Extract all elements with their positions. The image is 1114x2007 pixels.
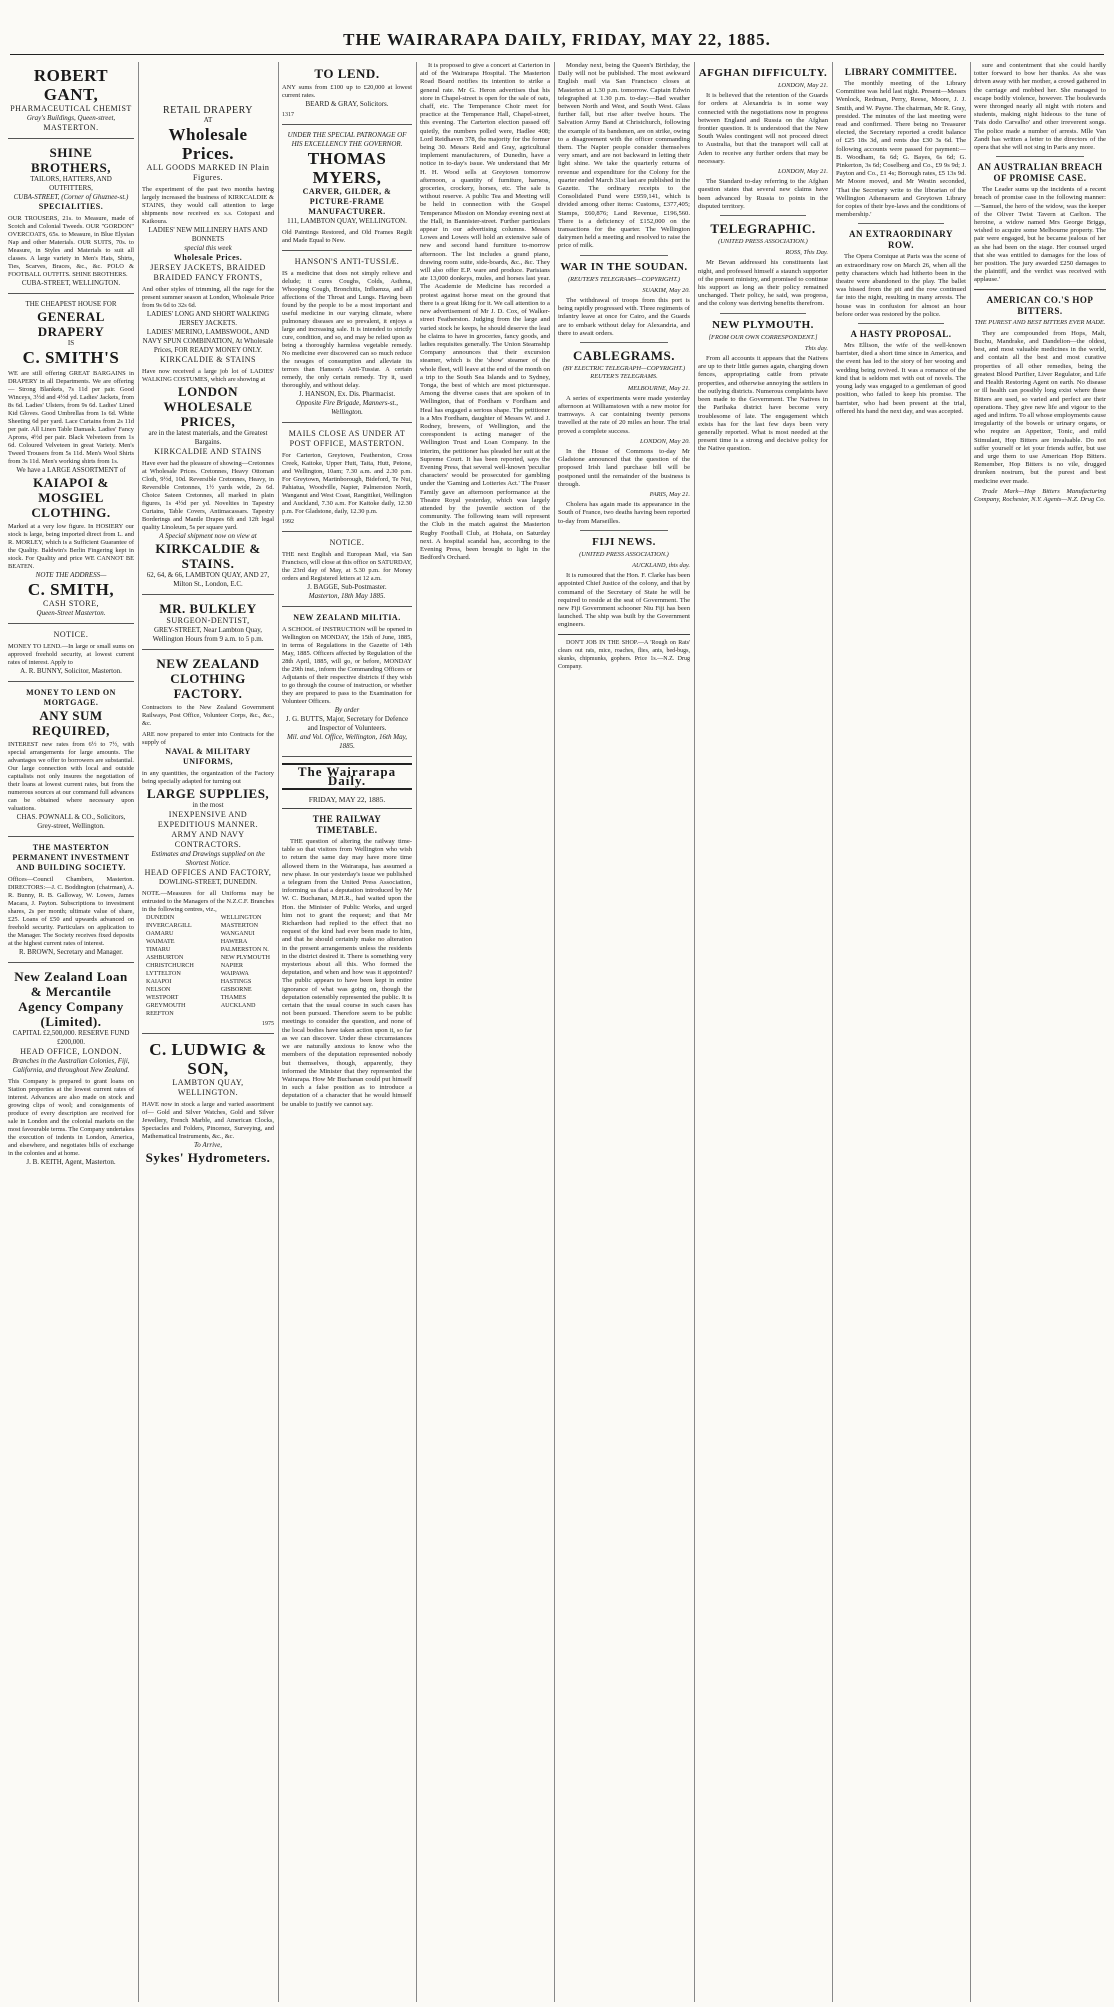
fiji-sub: (UNITED PRESS ASSOCIATION.) (579, 550, 669, 558)
militia-order: By order (334, 706, 360, 715)
shine-footer: CUBA-STREET, WELLINGTON. (21, 279, 121, 287)
cable-head: CABLEGRAMS. (573, 348, 675, 364)
local-news-body-2: Monday next, being the Queen's Birthday, the Daily will not be published. The most awkward English mail via San Francisco closes at Masterton at 1.30 p.m. tomorrow. Captain Edwin telegraphed at 1.30 p.m. to-day:—Bad weather between North and West, and South West. Glass further fall, but rise after twelve hours. The Salvation Army Band at Christchurch, following the example of its bandsmen, are on strike, owing to a disagreement with the officer commanding them. The Napier people consider themselves very smart, and are not backward in letting their light shine. We take the quarterly returns of revenue and expenditure for the Colony for the quarter ended March 31st last are published in the Gazette. The ordinary receipts to the Consolidated Fund were £959,141, which is divided among other items: Customs, £377,405; Stamps, £60,876; Land Revenue, £196,560. There is a deficiency of £152,000 on the transactions for the quarter. The Wellington dairymen held a meeting and resolved to raise the price of milk. (558, 62, 690, 250)
lend-sign: BEARD & GRAY, Solicitors. (305, 100, 389, 108)
bulkley-head: MR. BULKLEY (159, 601, 257, 616)
masthead (0, 0, 1114, 58)
ludwig-head: C. LUDWIG & SON, (149, 1040, 267, 1079)
lend-body: ANY sums from £100 up to £20,000 at lowest current rates. (282, 84, 412, 99)
local-news-body: It is proposed to give a concert at Carterton in aid of the Wairarapa Hospital. The Masterton Road Board notifies its intention to strike a general rate. Mr G. Heron advertises that his store in Chapel-street is open for the sale of oats, chaff, etc. The Temperance Choir meet for practice at the Temperance Hall, Chapel-street, this evening. The Carterton election passed off quietly, the numbers polled were, Hadlee 408; Lord Reidhaven 378, the majority for the former being 30. Messrs Reid and Gray, agricultural implement manufacturers, of Dunedin, have a notice in to-day's issue. We understand that Mr H. H. Wood sells at Greytown tomorrow afternoon, a quantity of furniture, harness, groceries, crockery, horses, etc. The sale is without reserve. A public Tea and Meeting will be held in connection with the Gospel Temperance Mission on Monday evening next at the Hall, in Bannister-street. Further particulars appear in our advertising columns. Messrs Lowes and Lowes will hold an extensive sale of new and second hand furniture to-morrow afternoon. The list includes a grand piano, drawing room suite, side-boards, &c., &c. They will also offer E.P. ware and produce. Parisians ate 13,000 donkeys, mules, and horses last year. The Academie de Medicine has recorded a protest against horse meat on the ground that there is a great liking for it. We call attention to a new advertisement of Mr J. D. Cox, of Walker-street Featherston. Judging from the large and varied stock he keeps, he should deserve the lead he claims to have in groceries, fancy goods, and ladies requisites generally. The Union Steamship Company announces that their excursion steamer, which is the 'show' steamer of the whole fleet, will leave at the end of the month on a trip to the South Sea Islands and to Sydney, Tonga, the best of which are most picturesque. Among the diverse cases that are spoken of in Wellington, that of Fordham v Fordham and Heal has engaged a serious shape. The petitioner is a Mrs Fordham, daughter of Messrs W. and J. Rodney, brewers, of Wellington, and the corespondent is acting manager of the Wellington Trust and Loan Company. In the interim, the petitioner has pleaded her suit at the Supreme Court. It has been reported, says the Evening Press, that several well-known 'peculiar characters' would be prosecuted for gambling under the 'Gaming and Lotteries Act.' The Fraser Family gave an afternoon performance at the Theatre Royal yesterday, which was largely attended by the juvenile section of the community. The following team will represent the Club in the match against the Masterton Rugby Football Club, at Hohaia, on Saturday next. A hospital scandal has, according to the Evening Press, been brought to light in the Bedford's Orchard. (420, 62, 550, 562)
nzloan-sign: J. B. KEITH, Agent, Masterton. (26, 1158, 116, 1166)
war-body: The withdrawal of troops from this port is being rapidly progressed with. Three regiments of infantry leave at once for Cairo, and the Guards are to embark without delay for Alexandria, and there to await orders. (558, 297, 690, 337)
shine-advert (8, 141, 134, 294)
smith-store: CASH STORE, (42, 599, 100, 608)
hop-body: They are compounded from Hops, Malt, Buchu, Mandrake, and Dandelion—the oldest, best, and most valuable medicines in the world, and contain all the best and most curative properties of all other remedies, being the greatest Blood Purifier, Liver Regulator, and Life and Health Restoring Agent on earth. No disease or ill health can possibly long exist where these Bitters are used, so varied and perfect are their operations. They give new life and vigour to the aged and infirm. To all whose employments cause irregularity of the bowels or urinary organs, or who require an Appetizer, Tonic, and mild Stimulant, Hop Bitters are invaluable. Do not suffer yourself or let your friends suffer, but use and urge them to use American Hop Bitters. Remember, Hop Bitters is no vile, drugged drunken nostrum, but the purest and best medicine ever made. (974, 329, 1106, 485)
ludwig-advert (142, 1036, 274, 1170)
drapery-advert (142, 62, 274, 595)
notice-head: NOTICE. (53, 630, 89, 639)
hanson-head: HANSON'S ANTI-TUSSIÆ. (294, 257, 400, 267)
myers-advert (282, 127, 412, 251)
breach-body: The Leader sums up the incidents of a recent breach of promise case in the following manner:—'Samuel, the hero of the widow, was the keeper of the Oliver Twist Tavern at Carlton. The heroine, a widow named Mrs George Briggs, wished to acquire some Melbourne property. The pair were engaged, but he became jealous of her as she had been on the stage. Her counsel urged that she was entitled to damages for the loss of her position. The jury awarded £250 damages to the plaintiff, and the verdict was received with applause.' (974, 186, 1106, 284)
hanson-advert (282, 253, 412, 423)
cable-dateline-2: LONDON, May 20. (639, 437, 690, 445)
smith-advert (8, 296, 134, 624)
war-head: WAR IN THE SOUDAN. (560, 260, 688, 273)
divider (580, 255, 668, 256)
factory-dunedin: DOWLING-STREET, DUNEDIN. (158, 878, 258, 886)
drapery-walking: Have now received a large job lot of LADIES' WALKING COSTUMES, which are showing at (142, 368, 274, 383)
plymouth-sub: [FROM OUR OWN CORRESPONDENT.] (708, 333, 818, 341)
lend-head: TO LEND. (314, 66, 380, 81)
divider (558, 634, 690, 635)
smith-head: GENERAL DRAPERY (37, 309, 105, 339)
post-notice-sign: J. BAGGE, Sub-Postmaster. (307, 583, 387, 592)
notice-body: MONEY TO LEND.—In large or small sums on approved freehold security, at lowest current rates of interest. Apply to (8, 643, 134, 666)
mail-body: For Carterton, Greytown, Featherston, Cross Creek, Kaitoke, Upper Hutt, Taita, Hutt, Petone, and Wellington, 10am; 7.30 a.m. and 2.30 p.m. For Greytown, Martinborough, Bideford, Te Nui, Pahiatua, Woodville, Napier, Palmerston North, Wanganui and West Coast, Rangitikei, Wellington and Auckland, 7.30 a.m. For Kaitoke daily, 12.30 p.m. For Gladstone, daily, 12.30 p.m. (282, 452, 412, 516)
column-separator (138, 62, 139, 2002)
drapery-london: LONDON WHOLESALE PRICES, (163, 384, 253, 429)
any-sum-body: INTEREST new rates from 6½ to 7½, with special arrangements for large amounts. The advantages we offer to borrowers are substantial. Our large connection with local and outside capitalists not only insures the negotiation of their loans at lowest current rates, but from the numerous sources at our command full advances can be obtained where necessary upon valuations. (8, 741, 134, 812)
hanson-sign: J. HANSON, Ex. Dis. Pharmacist. (298, 390, 396, 399)
masterton-sign: R. BROWN, Secretary and Manager. (19, 948, 123, 956)
notice-advert (8, 626, 134, 682)
cable-dateline-1: MELBOURNE, May 21. (627, 384, 690, 392)
hop-sign: Trade Mark—Hop Bitters Manufacturing Company, Rochester, N.Y. Agents—N.Z. Drug Co. (974, 487, 1106, 503)
smith-is: IS (67, 339, 75, 347)
myers-addr: 111, LAMBTON QUAY, WELLINGTON. (287, 217, 407, 226)
drapery-special: special this week (184, 244, 232, 252)
drapery-body2: Have ever had the pleasure of showing—Cretonnes at Wholesale Prices. Cretonnes, Heavy Ottoman Cloth, 9½d, 10d. Reversible Cretonnes, Heavy, in Reversible Cretonnes, 1½ yards wide, 2s 6d. Choice Sateen Cretonnes, all marked in plain figures, 1s 4½d per yd. Novelties in Tapestry Curtains, Table Covers, Antimacassars. Tapestry Borderings and Mantle Drapes 6ft and 12ft legal quality Linoleum, 5s per square yard. (142, 460, 274, 531)
hasty-head: A HASTY PROPOSAL. (850, 329, 952, 340)
myers-head: THOMAS MYERS, (307, 149, 387, 188)
factory-num: 1975 (262, 1021, 274, 1027)
nzloan-body: This Company is prepared to grant loans on Station properties at the lowest current rates of interest. Advances are also made on stock and growing clips of wool; and consignments of produce of every description are received for sale in London and the colonial markets on the most favourable terms. The Company undertakes the execution of indents in London, America, and elsewhere, and negotiates bills of exchange in the colonies and at home. (8, 1078, 134, 1157)
post-notice-head: NOTICE. (329, 538, 365, 548)
fiji-body: It is rumoured that the Hon. F. Clarke has been appointed Chief Justice of the colony, and that by command of the Secretary of State he will be required to reside at the seat of Government. The new Fiji Government schooner Niu Fiji has been launched. The ship was built by the Government engineers. (558, 572, 690, 629)
post-notice-advert (282, 534, 412, 607)
column-2 (142, 62, 274, 2002)
drapery-jackets-body: And other styles of trimming, all the rage for the present summer season at London, Wholesale Price from 9s 6d to 32s 6d. (142, 286, 274, 309)
breach-head: AN AUSTRALIAN BREACH OF PROMISE CASE. (977, 162, 1103, 184)
column-6 (698, 62, 828, 2002)
drapery-addr: 62, 64, & 66, LAMBTON QUAY, AND 27, Milton St., London, E.C. (146, 571, 270, 588)
afghan-body-2: The Standard to-day referring to the Afghan question states that several new claims have been advanced by Russia to points in the disputed territory. (698, 178, 828, 210)
factory-body: Contractors to the New Zealand Government Railways, Post Office, Volunteer Corps, &c., &c., &c. (142, 704, 274, 727)
column-4 (420, 62, 550, 2002)
shine-body: OUR TROUSERS, 21s. to Measure, made of Scotch and Colonial Tweeds. OUR "GORDON" OVERCOATS, 65s. to Measure, in Blue Elysian Nap and other Materials. OUR SUITS, 70s. to Measure, in Styles and Materials to suit all classes. A large variety in Men's Hats, Shirts, Ties, Scarves, Braces, &c., &c. POLO & FOOTBALL OUTFITS. SHINE BROTHERS. (8, 215, 134, 278)
gant-trade: PHARMACEUTICAL CHEMIST (10, 104, 132, 113)
nzloan-office: HEAD OFFICE, LONDON. (20, 1047, 122, 1056)
french-body: The Opera Comique at Paris was the scene of an extraordinary row on March 26, when all the petty characters which had hitherto been in the theatre were abandoned to the play. The ballet was hissed from the pit and the row continued far into the night, resulting in many arrests. The house was in confusion for almost an hour before order was restored by the police. (836, 253, 966, 318)
myers-trade: CARVER, GILDER, & PICTURE-FRAME MANUFACTURER. (302, 187, 392, 217)
factory-headoffice: HEAD OFFICES AND FACTORY, (144, 868, 272, 877)
smith-town: Queen-Street Masterton. (36, 609, 106, 617)
drapery-kirk2: KIRKCALDIE AND STAINS (154, 447, 262, 456)
smith-tag: THE CHEAPEST HOUSE FOR (25, 300, 117, 308)
divider (858, 223, 944, 224)
post-notice-body: THE next English and European Mail, via San Francisco, will close at this office on SATURDAY, the 23rd day of May, at 5.30 p.m. for Money orders and Registered letters at 12 a.m. (282, 551, 412, 583)
shine-name: SHINE BROTHERS, (31, 145, 111, 175)
nzloan-advert (8, 965, 134, 1172)
mail-num: 1992 (282, 519, 294, 526)
column-separator (416, 62, 417, 2002)
cable-body-2: In the House of Commons to-day Mr Gladstone announced that the question of the proposed Irish land purchase bill will be postponed until the remainder of the business is through. (558, 447, 690, 488)
ludwig-arrive: To Arrive, (193, 1141, 222, 1150)
hasty-body: Mrs Ellison, the wife of the well-known barrister, died a short time since in America, and the event has led to the story of her wooing and wedding being revived. It was a romance of the kind that is seldom met with out of novels. The young lady was engaged to a gentleman of good position, who failed to keep his promise. The barrister, who had been present at the trial, offered his hand the next day, and was accepted. (836, 342, 966, 415)
drapery-head: RETAIL DRAPERY (163, 105, 253, 116)
library-body: The monthly meeting of the Library Committee was held last night. Present—Messrs Wenlock, Redman, Perry, Reese, Moore, J. J. Smith, and W. Payne. The chairman, Mr R. Gray, presided. The minutes of the last meeting were read and confirmed. There being no Treasurer elected, the Secretary reported a credit balance of £25 18s 3d, and rents due £30 3s 6d. The following accounts were passed for payment:—B. Woodham, 6s 6d; G. Bayes, 6s 6d; G. Pinkerton, 3s 6d; Coselberg and Co., £9 9s 9d; J. Payton and Co., £1 4s; Borough rates, £5 13s 9d. Mr Moore moved, and Mr Westin seconded, 'That the Secretary write to the librarian of the Wellington Athenaeum and Greytown Library for copies of their bye-laws and the conditions of membership.' (836, 80, 966, 219)
drapery-prices: Wholesale Prices. (168, 125, 248, 163)
column-1 (8, 62, 134, 2002)
column-3 (282, 62, 412, 2002)
gant-name: ROBERT GANT, (33, 66, 109, 104)
lend-num: 1317 (282, 112, 294, 118)
column-7 (836, 62, 966, 2002)
railway-head: THE RAILWAY TIMETABLE. (312, 814, 382, 836)
drapery-at: AT (203, 116, 213, 124)
shine-specialties: SPECIALITIES. (38, 202, 104, 211)
mail-advert (282, 425, 412, 532)
telegraphic-head: TELEGRAPHIC. (710, 221, 816, 237)
militia-head: NEW ZEALAND MILITIA. (293, 613, 401, 623)
masthead-rule (10, 54, 1104, 55)
factory-estimates: Estimates and Drawings supplied on the Shortest Notice. (151, 850, 265, 867)
nzloan-head: New Zealand Loan & Mercantile Agency Company (Limited). (14, 969, 128, 1029)
hanson-body: IS a medicine that does not simply relieve and delude; it cures Coughs, Colds, Asthma, Whooping Cough, Bronchitis, Influenza, and all affections of the Throat and Lungs. Having been found by the people to be a most important and useful medicine in our varying climate, where pulmonary diseases are so prevalent, it enjoys a large and increasing sale. It is intended to strictly cure, condition, and so, and may be relied upon as being a thoroughly harmless vegetable remedy. No medicine ever discovered can so much reduce the ravages of consumption and alleviate its terrors than Hanson's Anti-Tussiæ. A certain remedy, the only certain remedy. Try it, used thoroughly, and without delay. (282, 270, 412, 390)
opera-continued: sure and contentment that she could hardly totter forward to bow her thanks. As she was driven away with her mother, a crowd gathered in the carriage and mobbed her. She managed to escape bodily violence, however. The boulevards were thronged nearly all night with rioters and students, making night hideous to the tune of 'Fais dodo Carvalho' and other irreverent songs. The police made a number of arrests. Mlle Van Zandt has written a letter to the directors of the opera that she will not sing in Paris any more. (974, 62, 1106, 152)
shine-street: CUBA-STREET, (Corner of Ghuznee-st.) (13, 193, 129, 201)
plymouth-head: NEW PLYMOUTH. (712, 318, 814, 331)
cable-sub: (BY ELECTRIC TELEGRAPH—COPYRIGHT.) REUTER'S TELEGRAMS. (562, 365, 686, 381)
factory-head: NEW ZEALAND CLOTHING FACTORY. (156, 656, 260, 701)
afghan-body: It is believed that the retention of the Guards for orders at Alexandria is in some way connected with the negotiations now in progress between England and Russia on the Afghan frontier question. It is understood that the New South Wales contingent will not proceed direct to Australia, but that the transport will call at Aden to receive any further orders that may be necessary. (698, 92, 828, 165)
drapery-millinery: LADIES' NEW MILLINERY HATS AND BONNETS (148, 226, 268, 243)
notice-sign: A. R. BUNNY, Solicitor, Masterton. (20, 667, 122, 675)
library-head: LIBRARY COMMITTEE. (844, 67, 958, 77)
factory-prepared: ARE now prepared to enter into Contracts for the supply of (142, 731, 274, 746)
militia-date: Mil. and Vol. Office, Wellington, 16th May, 1885. (286, 733, 408, 751)
lend-advert (282, 62, 412, 125)
mortgage-head: MONEY TO LEND ON MORTGAGE. (26, 688, 116, 707)
smith-body: WE are still offering GREAT BARGAINS in DRAPERY in all Departments. We are offering— Strong Blankets, 7s 11d per pair. Good Winceys, 3½d and 4½d yd. Ladies' Jackets, from 8s 6d. Ladies' Ulsters, from 9s 6d. Ladies' Lined Kid Gloves. Good Umbrellas from 1s 6d. White Sheeting 6d per yard. Lace Curtains from 2s 11d per pair. All Linen Table Damask. Ladies' Fancy Aprons, 4½d per pair. Black Velveteen from 1s 6d. Coloured Velveteen in great Variety. Men's Tweed Trousers from 5s 11d. Men's Wool Shirts from 3s 11d. Men's working shirts from 1s. (8, 370, 134, 465)
any-sum-head: ANY SUM REQUIRED, (32, 708, 110, 738)
plymouth-dateline: This day. (804, 344, 828, 352)
mail-head: MAILS CLOSE AS UNDER AT POST OFFICE, MASTERTON. (288, 429, 406, 449)
column-8 (974, 62, 1106, 2002)
editorial-banner: The Wairarapa Daily. (282, 763, 412, 789)
any-sum-sign: CHAS. POWNALL & CO., Solicitors, Grey-street, Wellington. (16, 813, 126, 830)
columns-area (8, 62, 1106, 2002)
french-head: AN EXTRAORDINARY ROW. (849, 229, 953, 251)
factory-branches-left: DUNEDIN INVERCARGILL OAMARU WAIMATE TIMARU ASHBURTON CHRISTCHURCH LYTTELTON KAIAPOI NELSON WESTPORT GREYMOUTH REEFTON (146, 914, 194, 1017)
editorial-date: FRIDAY, MAY 22, 1885. (308, 794, 386, 804)
railway-body: THE question of altering the railway time-table so that visitors from Wellington who wish to return the same day may have more time allowed them in the Wairarapa, has assumed a new phase. In our yesterday's issue we published a telegram from the United Press Association, informing us that a deputation introduced by Mr W. C. Buchanan, M.H.R., had waited upon the Hon. the Minister of Public Works, and urged him not to grant the request; and that Mr Richardson had replied to the effect that no request of the kind had ever been made to him, and that he should certainly make no alteration in the present arrangements unless the residents in the district desired it. There is something very mysterious about all this. Who formed the deputation, and when and how was it appointed? The public appears to have been kept in entire ignorance of what was going on, though the deputation ostensibly represented the public. It is certain that the usual course in such cases has not been pursued. Therefore seem to be public meetings to consider the question, and none of the local bodies have taken action upon it, so far as we can discover. Under these circumstances we are naturally anxious to know who the members of the deputation represented nobody but themselves, though, apparently, they informed the Minister that they represented the Wairarapa. How Mr Buchanan could put himself in such a false position as to introduce a deputation of a character that he would himself be unable to justify we cannot say. (282, 838, 412, 1108)
factory-most: in the most (192, 801, 224, 809)
hanson-addr: Opposite Fire Brigade, Manners-st., Wellington. (295, 399, 398, 417)
drapery-merino: LADIES' MERINO, LAMBSWOOL, AND NAVY SPUN COMBINATION, At Wholesale Prices, FOR READY MONEY ONLY. (142, 328, 274, 354)
hop-head: AMERICAN CO.'S HOP BITTERS. (986, 294, 1094, 316)
fiji-head: FIJI NEWS. (592, 535, 656, 548)
column-separator (554, 62, 555, 2002)
war-dateline: SUAKIM, May 20. (642, 286, 690, 294)
divider (996, 156, 1084, 157)
cable-body-3: Cholera has again made its appearance in the South of France, two deaths having been reported to-day from Marseilles. (558, 501, 690, 525)
cable-dateline-3: PARIS, May 21. (649, 490, 690, 498)
smith-sign: C. SMITH, (27, 580, 115, 599)
telegraphic-sub: (UNITED PRESS ASSOCIATION.) (718, 238, 808, 246)
myers-patron: UNDER THE SPECIAL PATRONAGE OF HIS EXCELLENCY THE GOVERNOR. (287, 131, 407, 149)
smith-note: NOTE THE ADDRESS— (35, 571, 107, 579)
bulkley-addr: GREY-STREET, Near Lambton Quay, Wellington Hours from 9 a.m. to 5 p.m. (152, 626, 264, 643)
drapery-ulster: LADIES' LONG AND SHORT WALKING JERSEY JACKETS. (146, 310, 270, 327)
column-separator (970, 62, 971, 2002)
telegraphic-dateline: ROSS, This Day. (785, 249, 828, 257)
ludwig-sykes: Sykes' Hydrometers. (145, 1150, 271, 1166)
column-5 (558, 62, 690, 2002)
post-notice-date: Masterton, 18th May 1885. (308, 592, 386, 601)
hop-sub: THE PUREST AND BEST BITTERS EVER MADE. (974, 318, 1106, 326)
ludwig-addr: LAMBTON QUAY, WELLINGTON. (172, 1078, 244, 1098)
drapery-special2: A Special shipment now on view at (159, 532, 257, 540)
militia-advert (282, 609, 412, 757)
divider (580, 342, 668, 343)
afghan-dateline-2: LONDON, May 21. (777, 168, 828, 176)
militia-body: A SCHOOL of INSTRUCTION will be opened in Wellington on MONDAY, the 15th of June, 1885, in terms of Regulations in the Gazette of 14th May, 1885. Officers affected by Regulation of the 28th April, 1885, will go, or before, MONDAY the 29th inst., inform the Commanding Officers or Adjutants of their respective districts if they wish to go through the course of instruction, or whether they are prepared to pass to the Examination for Volunteer Officers. (282, 626, 412, 706)
factory-note: NOTE.—Measures for all Uniforms may be entrusted to the Managers of the N.Z.C.F. Branches in the following centres, viz., (142, 890, 274, 913)
shine-trade: TAILORS, HATTERS, AND OUTFITTERS, (30, 175, 112, 192)
kaiapoi-body: Marked at a very low figure. In HOSIERY our stock is large, being imported direct from L. and R. MORLEY, which is a Sufficient Guarantee of the Quality. Baldwin's Berlin Fingering kept in stock. For Quality and price WE CANNOT BE BEATEN. (8, 523, 134, 570)
afghan-head: AFGHAN DIFFICULTY. (698, 67, 828, 79)
divider (858, 323, 944, 324)
drapery-latest: are in the latest materials, and the Greatest Bargains. (148, 429, 268, 446)
gant-address: Gray's Buildings, Queen-street, (26, 114, 116, 122)
smith-large: We have a LARGE ASSORTMENT of (16, 466, 126, 474)
factory-large: LARGE SUPPLIES, (146, 786, 270, 801)
drapery-jackets: JERSEY JACKETS, BRAIDED BRAIDED FANCY FRONTS, (150, 263, 266, 282)
mortgage-advert (8, 684, 134, 837)
divider (974, 289, 1106, 290)
factory-army: ARMY AND NAVY CONTRACTORS. (171, 830, 245, 849)
divider (720, 313, 806, 314)
masterton-head: THE MASTERTON PERMANENT INVESTMENT AND BUILDING SOCIETY. (12, 843, 130, 872)
drapery-sign: KIRKCALDIE & STAINS. (155, 541, 261, 571)
smith-name: C. SMITH'S (22, 348, 120, 367)
factory-any: in any quantities, the organization of the Factory being specially adapted for turning out (142, 770, 274, 785)
factory-naval: NAVAL & MILITARY UNIFORMS, (165, 747, 251, 766)
rats-advert: DON'T JOB IN THE SHOP.—A 'Rough on Rats' clears out rats, mice, roaches, flies, ants, bed-bugs, skunks, chipmunks, gophers. Price 1s.—N.Z. Drug Company. (558, 639, 690, 671)
afghan-dateline: LONDON, May 21. (777, 82, 828, 89)
telegraphic-body: Mr Bevan addressed his constituents last night, and professed himself a staunch supporter of the present ministry, and promised to continue his support as long as their policy remained unchanged. Their policy, he said, was progress, and the colony was deriving benefits therefrom. (698, 259, 828, 308)
nzloan-capital: CAPITAL £2,500,000. RESERVE FUND £200,000. (12, 1029, 130, 1046)
column-separator (832, 62, 833, 2002)
bulkley-advert (142, 597, 274, 650)
drapery-body: The experiment of the past two months having largely increased the business of KIRKCALDIE & STAINS, they would call attention to large shipments now received ex s.s. Cotopaxi and Kaikoura. (142, 186, 274, 225)
factory-advert (142, 652, 274, 1034)
factory-branches (142, 914, 274, 1018)
masterton-body: Offices—Council Chambers, Masterton. DIRECTORS:—J. C. Boddington (chairman), A. R. Bunny, R. B. Galloway, W. Lowes, James Macara, J. Payton. Subscriptions to investment shares, 2s per month; ultimate value of share, £25. Loans of £50 and upwards advanced on freehold security. Particulars on application to the Manager. The Society receives fixed deposits at the highest current rates of interest. (8, 876, 134, 947)
column-separator (278, 62, 279, 2002)
myers-body: Old Paintings Restored, and Old Frames Regilt and Made Equal to New. (282, 229, 412, 245)
gant-town: MASTERTON. (43, 123, 99, 132)
newspaper-title: THE WAIRARAPA DAILY, FRIDAY, MAY 22, 1885. (343, 30, 771, 49)
divider (580, 530, 668, 531)
drapery-kirk: KIRKCALDIE & STAINS (160, 355, 256, 364)
nzloan-branches: Branches in the Australian Colonies, Fiji, California, and throughout New Zealand. (12, 1057, 130, 1074)
factory-branches-right: WELLINGTON MASTERTON WANGANUI HAWERA PALMERSTON N. NEW PLYMOUTH NAPIER WAIPAWA HASTINGS GISBORNE THAMES AUCKLAND (220, 914, 270, 1009)
kaiapoi-head: KAIAPOI & MOSGIEL CLOTHING. (31, 475, 111, 520)
column-separator (694, 62, 695, 2002)
gant-advert (8, 62, 134, 139)
divider (720, 215, 806, 216)
war-sub: (REUTER'S TELEGRAMS—COPYRIGHT.) (567, 275, 680, 283)
drapery-wholesale: Wholesale Prices. (173, 253, 243, 262)
fiji-dateline: AUCKLAND, this day. (632, 561, 690, 569)
factory-inexpensive: INEXPENSIVE AND EXPEDITIOUS MANNER. (157, 810, 259, 829)
masterton-society-advert (8, 839, 134, 963)
cable-body-1: A series of experiments were made yesterday afternoon at Williamstown with a new motor for tramways. A car containing twenty persons travelled at the rate of 20 miles an hour. The trial proved a complete success. (558, 394, 690, 435)
bulkley-trade: SURGEON-DENTIST, (166, 616, 250, 625)
ludwig-body: HAVE now in stock a large and varied assortment of— Gold and Silver Watches, Gold and Silver Jewellery, French Marble, and American Clocks, Spectacles and Folders, Pincenez, Surveying, and Mathematical Instruments, &c., &c. (142, 1101, 274, 1141)
divider (282, 808, 412, 809)
drapery-marked: ALL GOODS MARKED IN Plain Figures. (146, 163, 270, 182)
militia-sign: J. G. BUTTS, Major, Secretary for Defence and Inspector of Volunteers. (285, 715, 409, 733)
plymouth-body: From all accounts it appears that the Natives are up to their little games again, charging down fences, appropriating cattle from private properties, and otherwise annoying the settlers in the outlying districts. Numerous complaints have been made to the Government. The Natives in the Parihaka district have become very troublesome of late. The engagement which exists has for the last few days been very generally reported. What is most needed at the present time is a strong and decisive policy for the Native question. (698, 355, 828, 453)
